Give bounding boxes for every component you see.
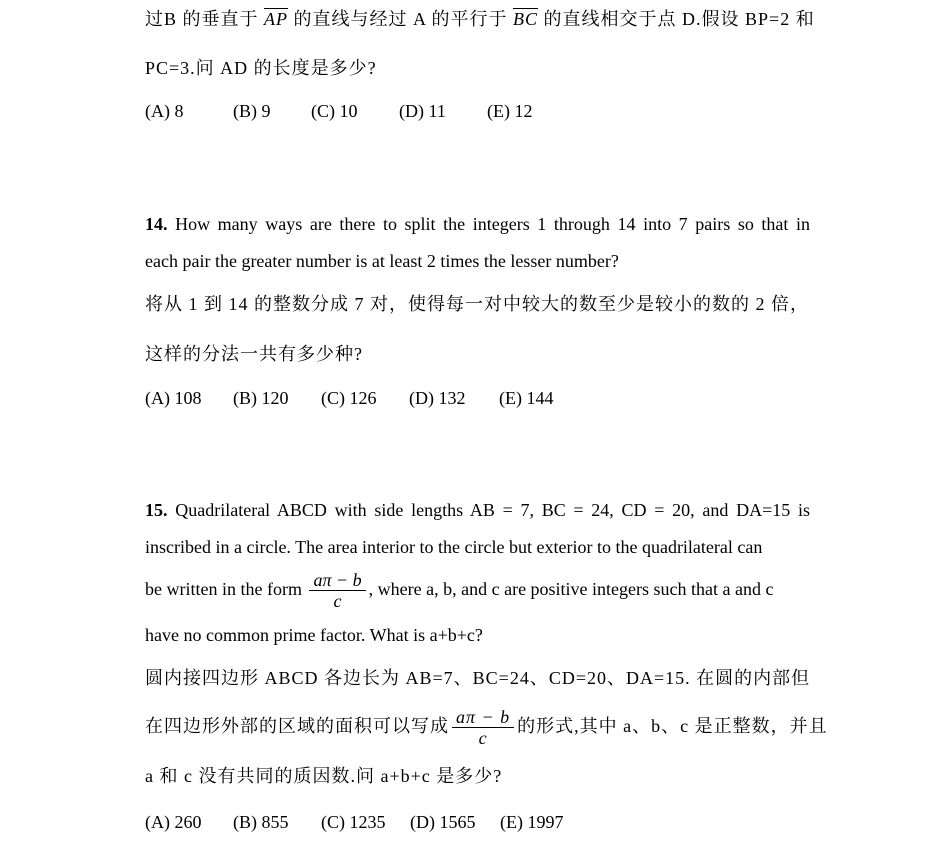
q13-segment-ap: $\overline{AP}$ xyxy=(264,9,289,29)
q14-choice-a: (A) 108 xyxy=(145,388,202,408)
q14-choice-c: (C) 126 xyxy=(321,388,377,408)
q15-en-line-4: have no common prime factor. What is a+b+c? xyxy=(145,625,483,645)
q15-zh-fraction xyxy=(452,707,514,748)
q13-segment-bc: $\overline{BC}$ xyxy=(513,9,539,29)
q15-number: 15. xyxy=(145,500,168,520)
q15-zh-text-2a: 在四边形外部的区域的面积可以写成 xyxy=(145,716,449,736)
q14-en-text-1: How many ways are there to split the integers 1 through 14 into 7 pairs so that in xyxy=(167,214,810,234)
q15-en-line-3 xyxy=(145,567,810,611)
fraction-numerator: aπ − b xyxy=(309,570,365,591)
q13-choice-c: (C) 10 xyxy=(311,101,358,121)
q14-en-line-1 xyxy=(145,212,810,236)
fraction-numerator: aπ − b xyxy=(452,707,514,728)
q13-choices xyxy=(145,99,810,123)
q15-choice-c: (C) 1235 xyxy=(321,812,386,832)
q13-choice-e: (E) 12 xyxy=(487,101,533,121)
q15-fraction xyxy=(309,570,365,611)
q13-text-part1: 过B 的垂直于 xyxy=(145,9,265,29)
q15-zh-line-3: a 和 c 没有共同的质因数.问 a+b+c 是多少? xyxy=(145,766,503,786)
q15-en-text-3b: , where a, b, and c are positive integers such that a and c xyxy=(368,579,774,599)
q15-en-line-1 xyxy=(145,498,810,522)
q15-choice-e: (E) 1997 xyxy=(500,812,564,832)
q15-zh-line-2 xyxy=(145,704,828,749)
q13-text-part2: 的直线与经过 A 的平行于 xyxy=(288,9,514,29)
q15-zh-line-1: 圆内接四边形 ABCD 各边长为 AB=7、BC=24、CD=20、DA=15. 在圆的内部但 xyxy=(145,668,811,688)
q15-zh-text-2b: 的形式,其中 a、b、c 是正整数，并且 xyxy=(517,716,828,736)
q15-en-text-1: Quadrilateral ABCD with side lengths AB = 7, BC = 24, CD = 20, and DA=15 is xyxy=(167,500,810,520)
q13-choice-d: (D) 11 xyxy=(399,101,446,121)
q15-choice-d: (D) 1565 xyxy=(410,812,476,832)
q15-choice-b: (B) 855 xyxy=(233,812,289,832)
q15-choice-a: (A) 260 xyxy=(145,812,202,832)
q14-choices xyxy=(145,386,810,410)
q13-text-part3: 的直线相交于点 D.假设 BP=2 和 xyxy=(538,9,815,29)
q13-choice-b: (B) 9 xyxy=(233,101,271,121)
q15-en-line-2: inscribed in a circle. The area interior to the circle but exterior to the quadrilateral can xyxy=(145,537,763,557)
q14-zh-line-2: 这样的分法一共有多少种? xyxy=(145,344,363,364)
q14-zh-line-1: 将从 1 到 14 的整数分成 7 对，使得每一对中较大的数至少是较小的数的 2 倍， xyxy=(145,294,809,314)
q14-choice-e: (E) 144 xyxy=(499,388,554,408)
q13-choice-a: (A) 8 xyxy=(145,101,184,121)
q14-choice-b: (B) 120 xyxy=(233,388,289,408)
q14-en-line-2: each pair the greater number is at least 2 times the lesser number? xyxy=(145,251,619,271)
q14-choice-d: (D) 132 xyxy=(409,388,466,408)
q15-choices xyxy=(145,810,810,834)
q13-zh-line-1 xyxy=(145,7,815,31)
q13-zh-line-2: PC=3.问 AD 的长度是多少? xyxy=(145,58,377,78)
q14-number: 14. xyxy=(145,214,168,234)
fraction-denominator: c xyxy=(478,728,488,749)
fraction-denominator: c xyxy=(333,591,342,612)
q15-en-text-3a: be written in the form xyxy=(145,579,302,599)
